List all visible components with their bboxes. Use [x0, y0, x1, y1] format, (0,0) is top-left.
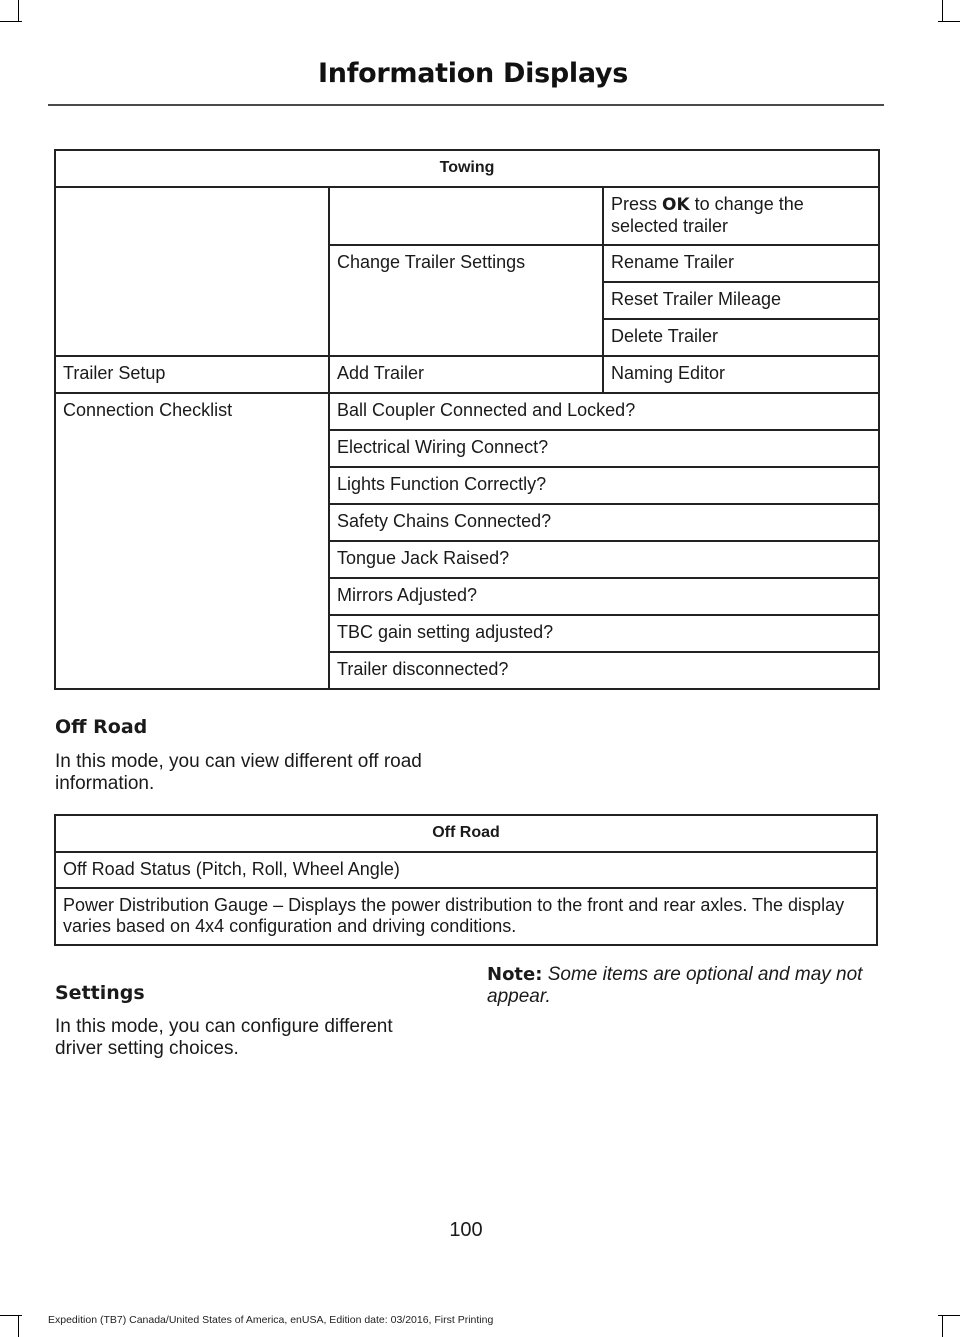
table-cell: Press OK to change the selected trailer: [603, 187, 879, 245]
table-cell: Trailer disconnected?: [329, 652, 879, 689]
table-cell: Power Distribution Gauge – Displays the power distribution to the front and rear axles. The display varies based on 4x4 configuration and driving conditions.: [55, 888, 877, 945]
table-cell: Delete Trailer: [603, 319, 879, 356]
header-divider: [48, 104, 884, 106]
note: [487, 964, 887, 1008]
table-cell: Reset Trailer Mileage: [603, 282, 879, 319]
table-cell-empty: [329, 187, 603, 245]
footer-edition-info: Expedition (TB7) Canada/United States of America, enUSA, Edition date: 03/2016, First Printing: [48, 1314, 494, 1326]
settings-heading: Settings: [55, 982, 145, 1004]
table-cell: Naming Editor: [603, 356, 879, 393]
off-road-table: [54, 814, 878, 946]
settings-description: In this mode, you can configure different driver setting choices.: [55, 1016, 393, 1059]
table-row: [55, 356, 879, 393]
page-number: 100: [449, 1219, 483, 1241]
table-row: [55, 187, 879, 245]
crop-mark-bottom-right: [942, 1315, 943, 1337]
table-cell: Lights Function Correctly?: [329, 467, 879, 504]
off-road-heading: Off Road: [55, 716, 148, 738]
towing-table: [54, 149, 880, 690]
table-cell: Mirrors Adjusted?: [329, 578, 879, 615]
note-text: Some items are optional and may not appear.: [487, 964, 863, 1007]
table-cell: Ball Coupler Connected and Locked?: [329, 393, 879, 430]
crop-mark-top-right: [942, 0, 943, 22]
crop-mark-bottom-right: [938, 1315, 960, 1316]
table-cell: Add Trailer: [329, 356, 603, 393]
table-cell: Safety Chains Connected?: [329, 504, 879, 541]
crop-mark-bottom-left: [0, 1315, 22, 1316]
off-road-table-caption: Off Road: [55, 815, 877, 852]
table-cell: Connection Checklist: [55, 393, 329, 689]
table-cell: Tongue Jack Raised?: [329, 541, 879, 578]
off-road-description: In this mode, you can view different off road information.: [55, 751, 422, 794]
crop-mark-top-right: [938, 21, 960, 22]
table-cell: Electrical Wiring Connect?: [329, 430, 879, 467]
crop-mark-bottom-left: [18, 1315, 19, 1337]
table-cell: Off Road Status (Pitch, Roll, Wheel Angle): [55, 852, 877, 888]
table-cell: Rename Trailer: [603, 245, 879, 282]
ok-button-label: OK: [662, 195, 690, 215]
table-cell: TBC gain setting adjusted?: [329, 615, 879, 652]
table-cell: Trailer Setup: [55, 356, 329, 393]
towing-table-caption: Towing: [55, 150, 879, 187]
table-cell: Change Trailer Settings: [329, 245, 603, 356]
note-label: Note:: [487, 964, 543, 985]
page-title: Information Displays: [318, 58, 628, 89]
table-row: [55, 888, 877, 945]
table-row: [55, 393, 879, 430]
table-row: [55, 852, 877, 888]
crop-mark-top-left: [18, 0, 19, 22]
table-cell-empty: [55, 187, 329, 356]
crop-mark-top-left: [0, 21, 22, 22]
